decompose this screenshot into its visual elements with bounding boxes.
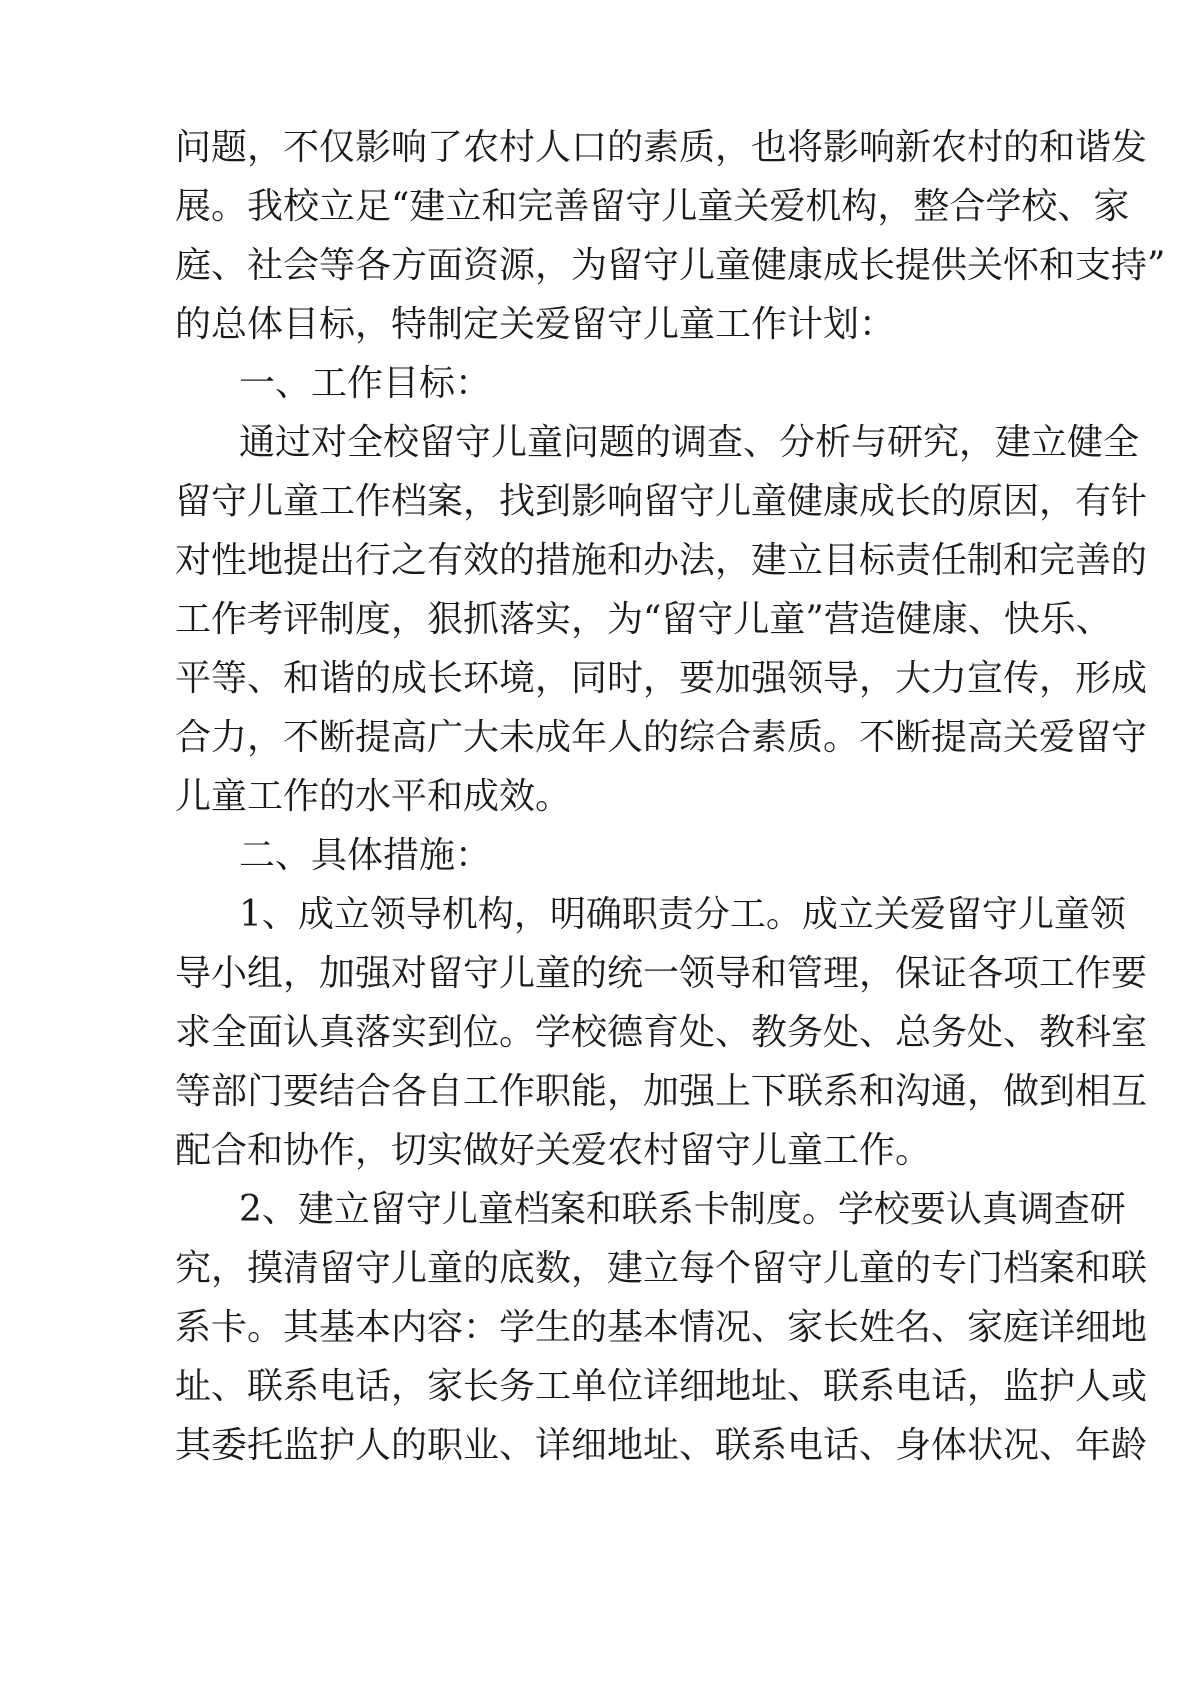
text-line: 平等、和谐的成长环境，同时，要加强领导，大力宣传，形成: [175, 658, 1148, 699]
text-line: 合力，不断提高广大未成年人的综合素质。不断提高关爱留守: [175, 717, 1148, 758]
section-heading: 二、具体措施：: [239, 835, 492, 876]
text-line: 留守儿童工作档案，找到影响留守儿童健康成长的原因，有针: [175, 481, 1148, 522]
body-text: [175, 118, 1166, 1475]
text-line: 的总体目标，特制定关爱留守儿童工作计划：: [175, 304, 896, 345]
text-line: 工作考评制度，狠抓落实，为“留守儿童”营造健康、快乐、: [175, 599, 1112, 640]
section-heading: 一、工作目标：: [239, 363, 492, 404]
text-line: 导小组，加强对留守儿童的统一领导和管理，保证各项工作要: [175, 953, 1148, 994]
text-line: 求全面认真落实到位。学校德育处、教务处、总务处、教科室: [175, 1012, 1148, 1053]
text-line: 展。我校立足“建立和完善留守儿童关爱机构，整合学校、家: [175, 186, 1130, 227]
text-line: 配合和协作，切实做好关爱农村留守儿童工作。: [175, 1130, 932, 1171]
text-line: 儿童工作的水平和成效。: [175, 776, 572, 817]
text-line: 其委托监护人的职业、详细地址、联系电话、身体状况、年龄: [175, 1425, 1148, 1466]
text-line: 通过对全校留守儿童问题的调查、分析与研究，建立健全: [239, 422, 1140, 463]
text-line: 究，摸清留守儿童的底数，建立每个留守儿童的专门档案和联: [175, 1248, 1148, 1289]
text-line: 庭、社会等各方面资源，为留守儿童健康成长提供关怀和支持”: [175, 245, 1166, 286]
text-line: 问题，不仅影响了农村人口的素质，也将影响新农村的和谐发: [175, 127, 1148, 168]
text-line: 系卡。其基本内容：学生的基本情况、家长姓名、家庭详细地: [175, 1307, 1148, 1348]
text-line: 址、联系电话，家长务工单位详细地址、联系电话，监护人或: [175, 1366, 1148, 1407]
text-line: 对性地提出行之有效的措施和办法，建立目标责任制和完善的: [175, 540, 1148, 581]
text-line: 2、建立留守儿童档案和联系卡制度。学校要认真调查研: [239, 1189, 1126, 1230]
text-line: 等部门要结合各自工作职能，加强上下联系和沟通，做到相互: [175, 1071, 1148, 1112]
text-line: 1、成立领导机构，明确职责分工。成立关爱留守儿童领: [239, 894, 1126, 935]
